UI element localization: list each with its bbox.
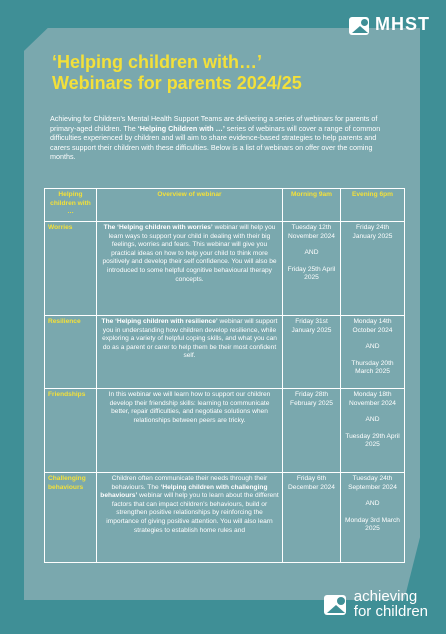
session-date: Friday 25th April 2025	[287, 265, 336, 282]
overview-cell	[97, 316, 283, 389]
table-row	[45, 389, 405, 473]
overview-text: Children often communicate their needs through their behaviours. The	[111, 475, 268, 491]
header-overview: Overview of webinar	[97, 189, 283, 222]
table-header-row	[45, 189, 405, 222]
session-and: AND	[365, 343, 380, 351]
session-date: Thursday 20th March 2025	[351, 359, 394, 376]
page-title	[52, 52, 302, 94]
title-line-1: ‘Helping children with…’	[52, 52, 263, 72]
overview-bold: The ‘Helping children with resilience’	[101, 318, 218, 325]
overview-cell	[97, 389, 283, 473]
afc-logo-icon	[324, 593, 348, 615]
session-date: Tuesday 29th April 2025	[345, 432, 400, 449]
intro-text-2: series of webinars will cover a range of common difficulties experienced by children and will aim to share evidence-based strategies to help parents and carers support their children with these difficulties. Below is a list of webinars on offer over the coming months.	[50, 123, 381, 162]
afc-logo-line-1: achieving	[353, 588, 418, 605]
header-morning: Morning 9am	[283, 189, 341, 222]
session-date: Monday 3rd March 2025	[345, 516, 400, 533]
overview-bold: ‘Helping children with challenging behaviours’	[100, 483, 268, 500]
evening-cell	[341, 222, 405, 316]
topic-cell: Worries	[45, 222, 97, 316]
overview-text: webinar will help you learn ways to support your child in dealing with their big feelings, worries and fears. This webinar will give you practical ideas on how to help your child to think more positively and develop their self confidence. You will also be introduced to some helpful cognitive behavioural therapy concepts.	[102, 224, 277, 283]
morning-cell	[283, 316, 341, 389]
overview-text: In this webinar we will learn how to support our children develop their friendship skills: learning to communicate better, repair difficulties, and negotiate solutions when relationships between peers are tricky.	[108, 391, 271, 424]
morning-cell	[283, 222, 341, 316]
evening-cell	[341, 473, 405, 563]
session-date: Monday 14th October 2024	[352, 318, 393, 334]
mhst-logo-text: MHST	[375, 14, 430, 34]
morning-cell	[283, 473, 341, 563]
session-date: Tuesday 24th September 2024	[348, 475, 397, 491]
session-date: Tuesday 12th November 2024	[288, 224, 335, 240]
topic-cell: Resilience	[45, 316, 97, 389]
session-date: Friday 28th February 2025	[290, 391, 333, 407]
mhst-logo-icon	[349, 15, 371, 35]
table-row	[45, 473, 405, 563]
table-row	[45, 316, 405, 389]
session-and: AND	[365, 500, 380, 508]
evening-cell	[341, 316, 405, 389]
session-date: Monday 18th November 2024	[349, 391, 396, 407]
session-date: Friday 24th January 2025	[352, 224, 393, 240]
webinar-table	[44, 188, 405, 563]
afc-logo-text	[354, 589, 428, 619]
topic-cell: Friendships	[45, 389, 97, 473]
achieving-for-children-logo	[324, 589, 428, 619]
overview-text: webinar will support you in understanding how children develop resilience, while exploring a variety of helpful coping skills, and what you can do as a parent or carer to help them be their most confident self.	[102, 318, 278, 360]
mhst-logo	[349, 14, 430, 35]
header-topic: Helping children with …	[45, 189, 97, 222]
morning-cell	[283, 389, 341, 473]
session-and: AND	[304, 249, 319, 257]
overview-cell	[97, 473, 283, 563]
session-and: AND	[365, 416, 380, 424]
intro-paragraph	[50, 114, 398, 162]
title-line-2: Webinars for parents 2024/25	[52, 73, 302, 93]
header-evening: Evening 6pm	[341, 189, 405, 222]
overview-cell	[97, 222, 283, 316]
session-date: Friday 6th December 2024	[288, 475, 335, 491]
table-row	[45, 222, 405, 316]
topic-cell: Challenging behaviours	[45, 473, 97, 563]
afc-logo-line-2: for children	[353, 603, 428, 620]
evening-cell	[341, 389, 405, 473]
intro-text-1: Achieving for Children’s Mental Health Support Teams are delivering a series of webinars for parents of primary-aged children. The	[50, 114, 378, 133]
overview-text: webinar will help you to learn about the different factors that can impact children’s behaviours, build or strengthen positive relationships by reinforcing the importance of giving positive attention. You will also learn strategies to establish home rules and	[106, 492, 279, 534]
intro-series-name: ‘Helping Children with …’	[137, 123, 225, 133]
session-date: Friday 31st January 2025	[291, 318, 332, 334]
overview-bold: The ‘Helping children with worries’	[103, 224, 213, 231]
